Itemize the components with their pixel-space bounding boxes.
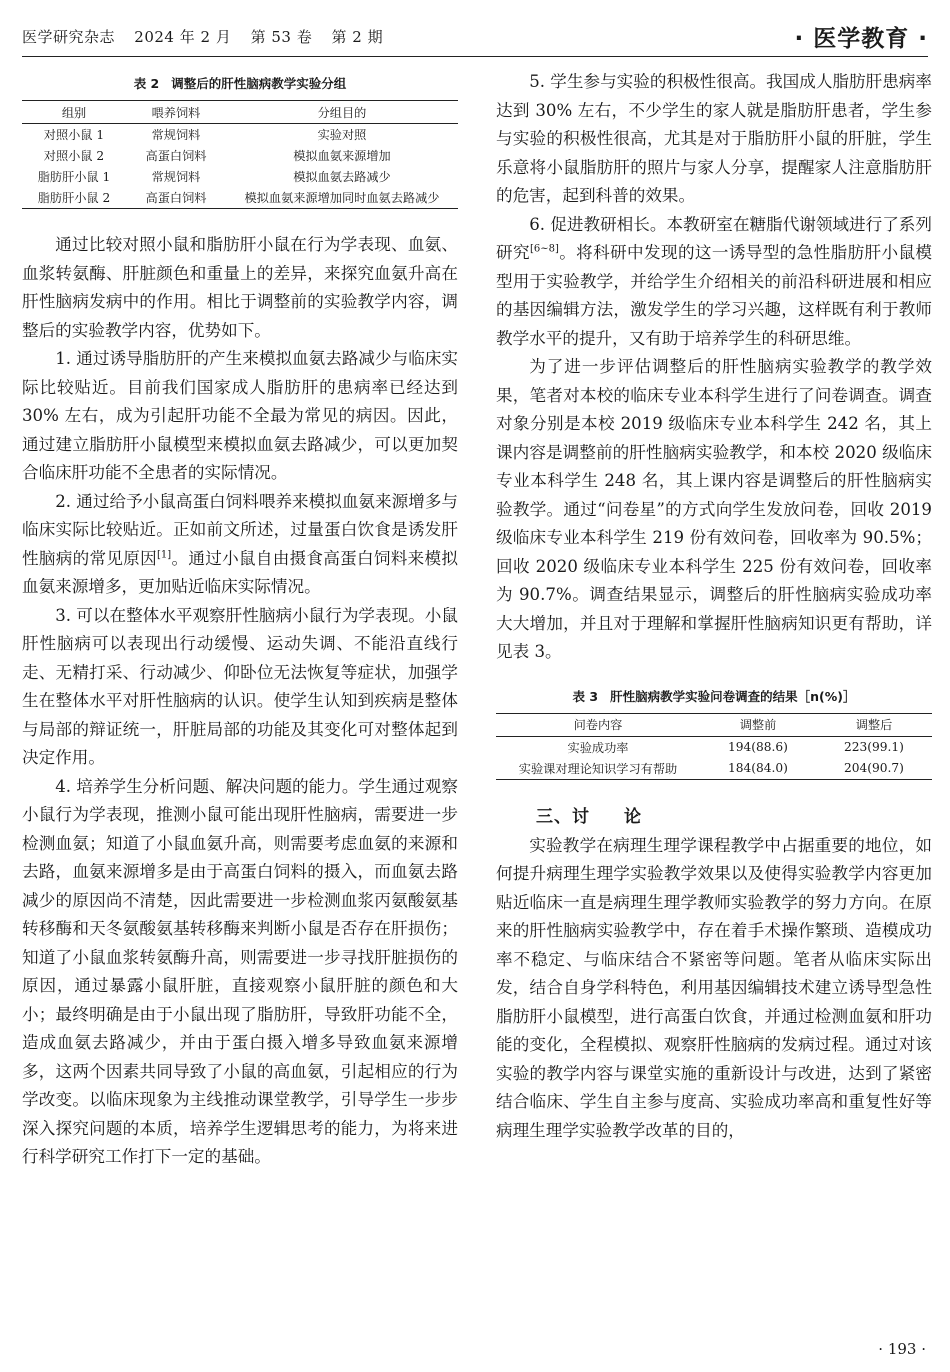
table-header-cell: 喂养饲料 — [126, 101, 226, 124]
table-cell: 模拟血氨去路减少 — [293, 170, 391, 184]
paragraph: 3. 可以在整体水平观察肝性脑病小鼠行为学表现。小鼠肝性脑病可以表现出行动缓慢、运动失调、不能沿直线行走、无精打采、行动减少、仰卧位无法恢复等症状，加强学生在整体水平对肝性脑病的认识。使学生认知到疾病是整体与局部的辩证统一，肝脏局部的功能及其变化可对整体起到决定作用。 — [22, 605, 458, 767]
table-cell: 194(88.6) — [728, 740, 788, 754]
table-header-cell: 调整前 — [700, 713, 816, 736]
table-cell: 对照小鼠 2 — [43, 149, 105, 163]
right-column — [496, 68, 932, 1145]
running-head — [22, 26, 397, 47]
table-row — [496, 736, 932, 758]
paragraph: 实验教学在病理生理学课程教学中占据重要的地位，如何提升病理生理学实验教学效果以及使得实验教学内容更加贴近临床一直是病理生理学教师实验教学的努力方向。在原来的肝性脑病实验教学中，存在着手术操作繁琐、造模成功率不稳定、与临床结合不紧密等问题。笔者从临床实际出发，结合自身学科特色，利用基因编辑技术建立诱导型急性脂肪肝小鼠模型，进行高蛋白饮食，并通过检测血氨和肝功能的变化，全程模拟、观察肝性脑病的发病过程。通过对该实验的教学内容与课堂实施的重新设计与改进，达到了紧密结合临床、学生自主参与度高、实验成功率高和重复性好等病理生理学实验教学改革的目的， — [496, 835, 932, 1140]
table-cell: 204(90.7) — [816, 758, 932, 780]
paragraph-text: 2. 通过给予小鼠高蛋白饲料喂养来模拟血氨来源增多与临床实际比较贴近。正如前文所述，过量蛋白饮食是诱发肝性脑病的常见原因 — [22, 491, 458, 568]
table-header-row — [496, 713, 932, 736]
journal-name: 医学研究杂志 — [22, 28, 116, 46]
table-header-cell: 组别 — [22, 101, 126, 124]
paragraph: 通过比较对照小鼠和脂肪肝小鼠在行为学表现、血氨、血浆转氨酶、肝脏颜色和重量上的差异，来探究血氨升高在肝性脑病发病中的作用。相比于调整前的实验教学内容，调整后的实验教学内容，优势如下。 — [22, 235, 458, 340]
table-cell: 常规饲料 — [151, 128, 201, 142]
table-cell: 实验成功率 — [567, 740, 629, 755]
table-cell: 实验课对理论知识学习有帮助 — [496, 758, 700, 780]
table-header-cell: 调整后 — [816, 713, 932, 736]
table-cell: 脂肪肝小鼠 1 — [37, 170, 111, 184]
paragraph — [22, 488, 458, 602]
table2-title: 调整后的肝性脑病教学实验分组 — [171, 76, 347, 91]
citation: [6~8] — [529, 243, 559, 255]
table-row — [22, 145, 458, 166]
citation: [1] — [157, 548, 172, 560]
section-label: · 医学教育 · — [794, 26, 928, 52]
paragraph-text: 6. 促进教研相长。本教研室在糖脂代谢领域进行了系列研究 — [496, 214, 932, 262]
section-heading — [536, 802, 932, 828]
paragraph-text: 。将科研中发现的这一诱导型的急性脂肪肝小鼠模型用于实验教学，并给学生介绍相关的前沿科研进展和相应的基因编辑方法，激发学生的学习兴趣，这样既有利于教师教学水平的提升，又有助于培养学生的科研思维。 — [496, 243, 933, 348]
issue: 第 2 期 — [331, 28, 384, 46]
table-cell: 模拟血氨来源增加同时血氨去路减少 — [226, 187, 458, 209]
issue-date: 2024 年 2 月 — [134, 28, 232, 46]
paragraph: 为了进一步评估调整后的肝性脑病实验教学的教学效果，笔者对本校的临床专业本科学生进行了问卷调查。调查对象分别是本校 2019 级临床专业本科学生 242 名，其上课内容是调整前的肝性脑病实验教学，和本校 2020 级临床专业本科学生 248 名，其上课内容是调整后的肝性脑病实验教学。通过“问卷星”的方式向学生发放问卷，回收 2019 级临床专业本科学生 219 份有效问卷，回收率为 90.5%；回收 2020 级临床专业本科学生 225 份有效问卷，回收率为 90.7%。调查结果显示，调整后的肝性脑病实验成功率大大增加，并且对于理解和掌握肝性脑病知识更有帮助，详见表 3。 — [496, 357, 932, 661]
table-cell: 高蛋白饲料 — [145, 149, 207, 163]
table-header-cell: 分组目的 — [226, 101, 458, 124]
header-rule — [22, 56, 928, 57]
section-heading-part: 论 — [624, 806, 642, 827]
page-number: · 193 · — [878, 1340, 926, 1358]
table2 — [22, 100, 458, 209]
section-heading-part: 三、讨 — [536, 806, 590, 827]
table-cell: 223(99.1) — [844, 740, 904, 754]
table-cell: 实验对照 — [317, 128, 367, 142]
table2-number: 表 2 — [133, 76, 160, 91]
table-cell: 对照小鼠 1 — [43, 128, 105, 142]
volume: 第 53 卷 — [250, 28, 313, 46]
table3-number: 表 3 — [572, 688, 599, 704]
paragraph-text: 。通过小鼠自由摄食高蛋白饲料来模拟血氨来源增多，更加贴近临床实际情况。 — [22, 548, 459, 596]
table-row — [496, 758, 932, 780]
table3-title: 肝性脑病教学实验问卷调查的结果［n(%)］ — [610, 688, 856, 704]
table-cell: 高蛋白饲料 — [126, 187, 226, 209]
paragraph: 1. 通过诱导脂肪肝的产生来模拟血氨去路减少与临床实际比较贴近。目前我们国家成人脂肪肝的患病率已经达到 30% 左右，成为引起肝功能不全最为常见的病因。因此，通过建立脂肪肝小鼠模型来模拟血氨去路减少，可以更加契合临床肝功能不全患者的实际情况。 — [22, 349, 458, 482]
table3-caption — [496, 687, 932, 705]
table-cell: 184(84.0) — [700, 758, 816, 780]
paragraph — [496, 211, 932, 354]
page-header — [22, 20, 928, 54]
table-cell: 常规饲料 — [151, 170, 201, 184]
table-header-row — [22, 101, 458, 124]
paragraph: 5. 学生参与实验的积极性很高。我国成人脂肪肝患病率达到 30% 左右，不少学生的家人就是脂肪肝患者，学生参与实验的积极性很高，尤其是对于脂肪肝小鼠的肝脏，学生乐意将小鼠脂肪肝的照片与家人分享，提醒家人注意脂肪肝的危害，起到科普的效果。 — [496, 72, 932, 205]
paragraph: 4. 培养学生分析问题、解决问题的能力。学生通过观察小鼠行为学表现，推测小鼠可能出现肝性脑病，需要进一步检测血氨；知道了小鼠血氨升高，则需要考虑血氨的来源和去路，血氨来源增多是由于高蛋白饲料的摄入，而血氨去路减少的原因尚不清楚，因此需要进一步检测血浆丙氨酸氨基转移酶和天冬氨酸氨基转移酶来判断小鼠是否存在肝损伤；知道了小鼠血浆转氨酶升高，则需要进一步寻找肝脏损伤的原因，通过暴露小鼠肝脏，直接观察小鼠肝脏的颜色和大小；最终明确是由于小鼠出现了脂肪肝，导致肝功能不全，造成血氨去路减少，并由于蛋白摄入增多导致血氨来源增多，这两个因素共同导致了小鼠的高血氨，引起相应的行为学改变。以临床现象为主线推动课堂教学，引导学生一步步深入探究问题的本质，培养学生逻辑思考的能力，为将来进行科学研究工作打下一定的基础。 — [22, 776, 458, 1166]
table-row — [22, 166, 458, 187]
left-column — [22, 68, 458, 1172]
table-row — [22, 187, 458, 209]
table-cell: 模拟血氨来源增加 — [293, 149, 391, 163]
table3 — [496, 713, 932, 780]
table-row — [22, 124, 458, 146]
table-header-cell: 问卷内容 — [496, 713, 700, 736]
table2-caption — [22, 74, 458, 92]
table-cell: 脂肪肝小鼠 2 — [22, 187, 126, 209]
